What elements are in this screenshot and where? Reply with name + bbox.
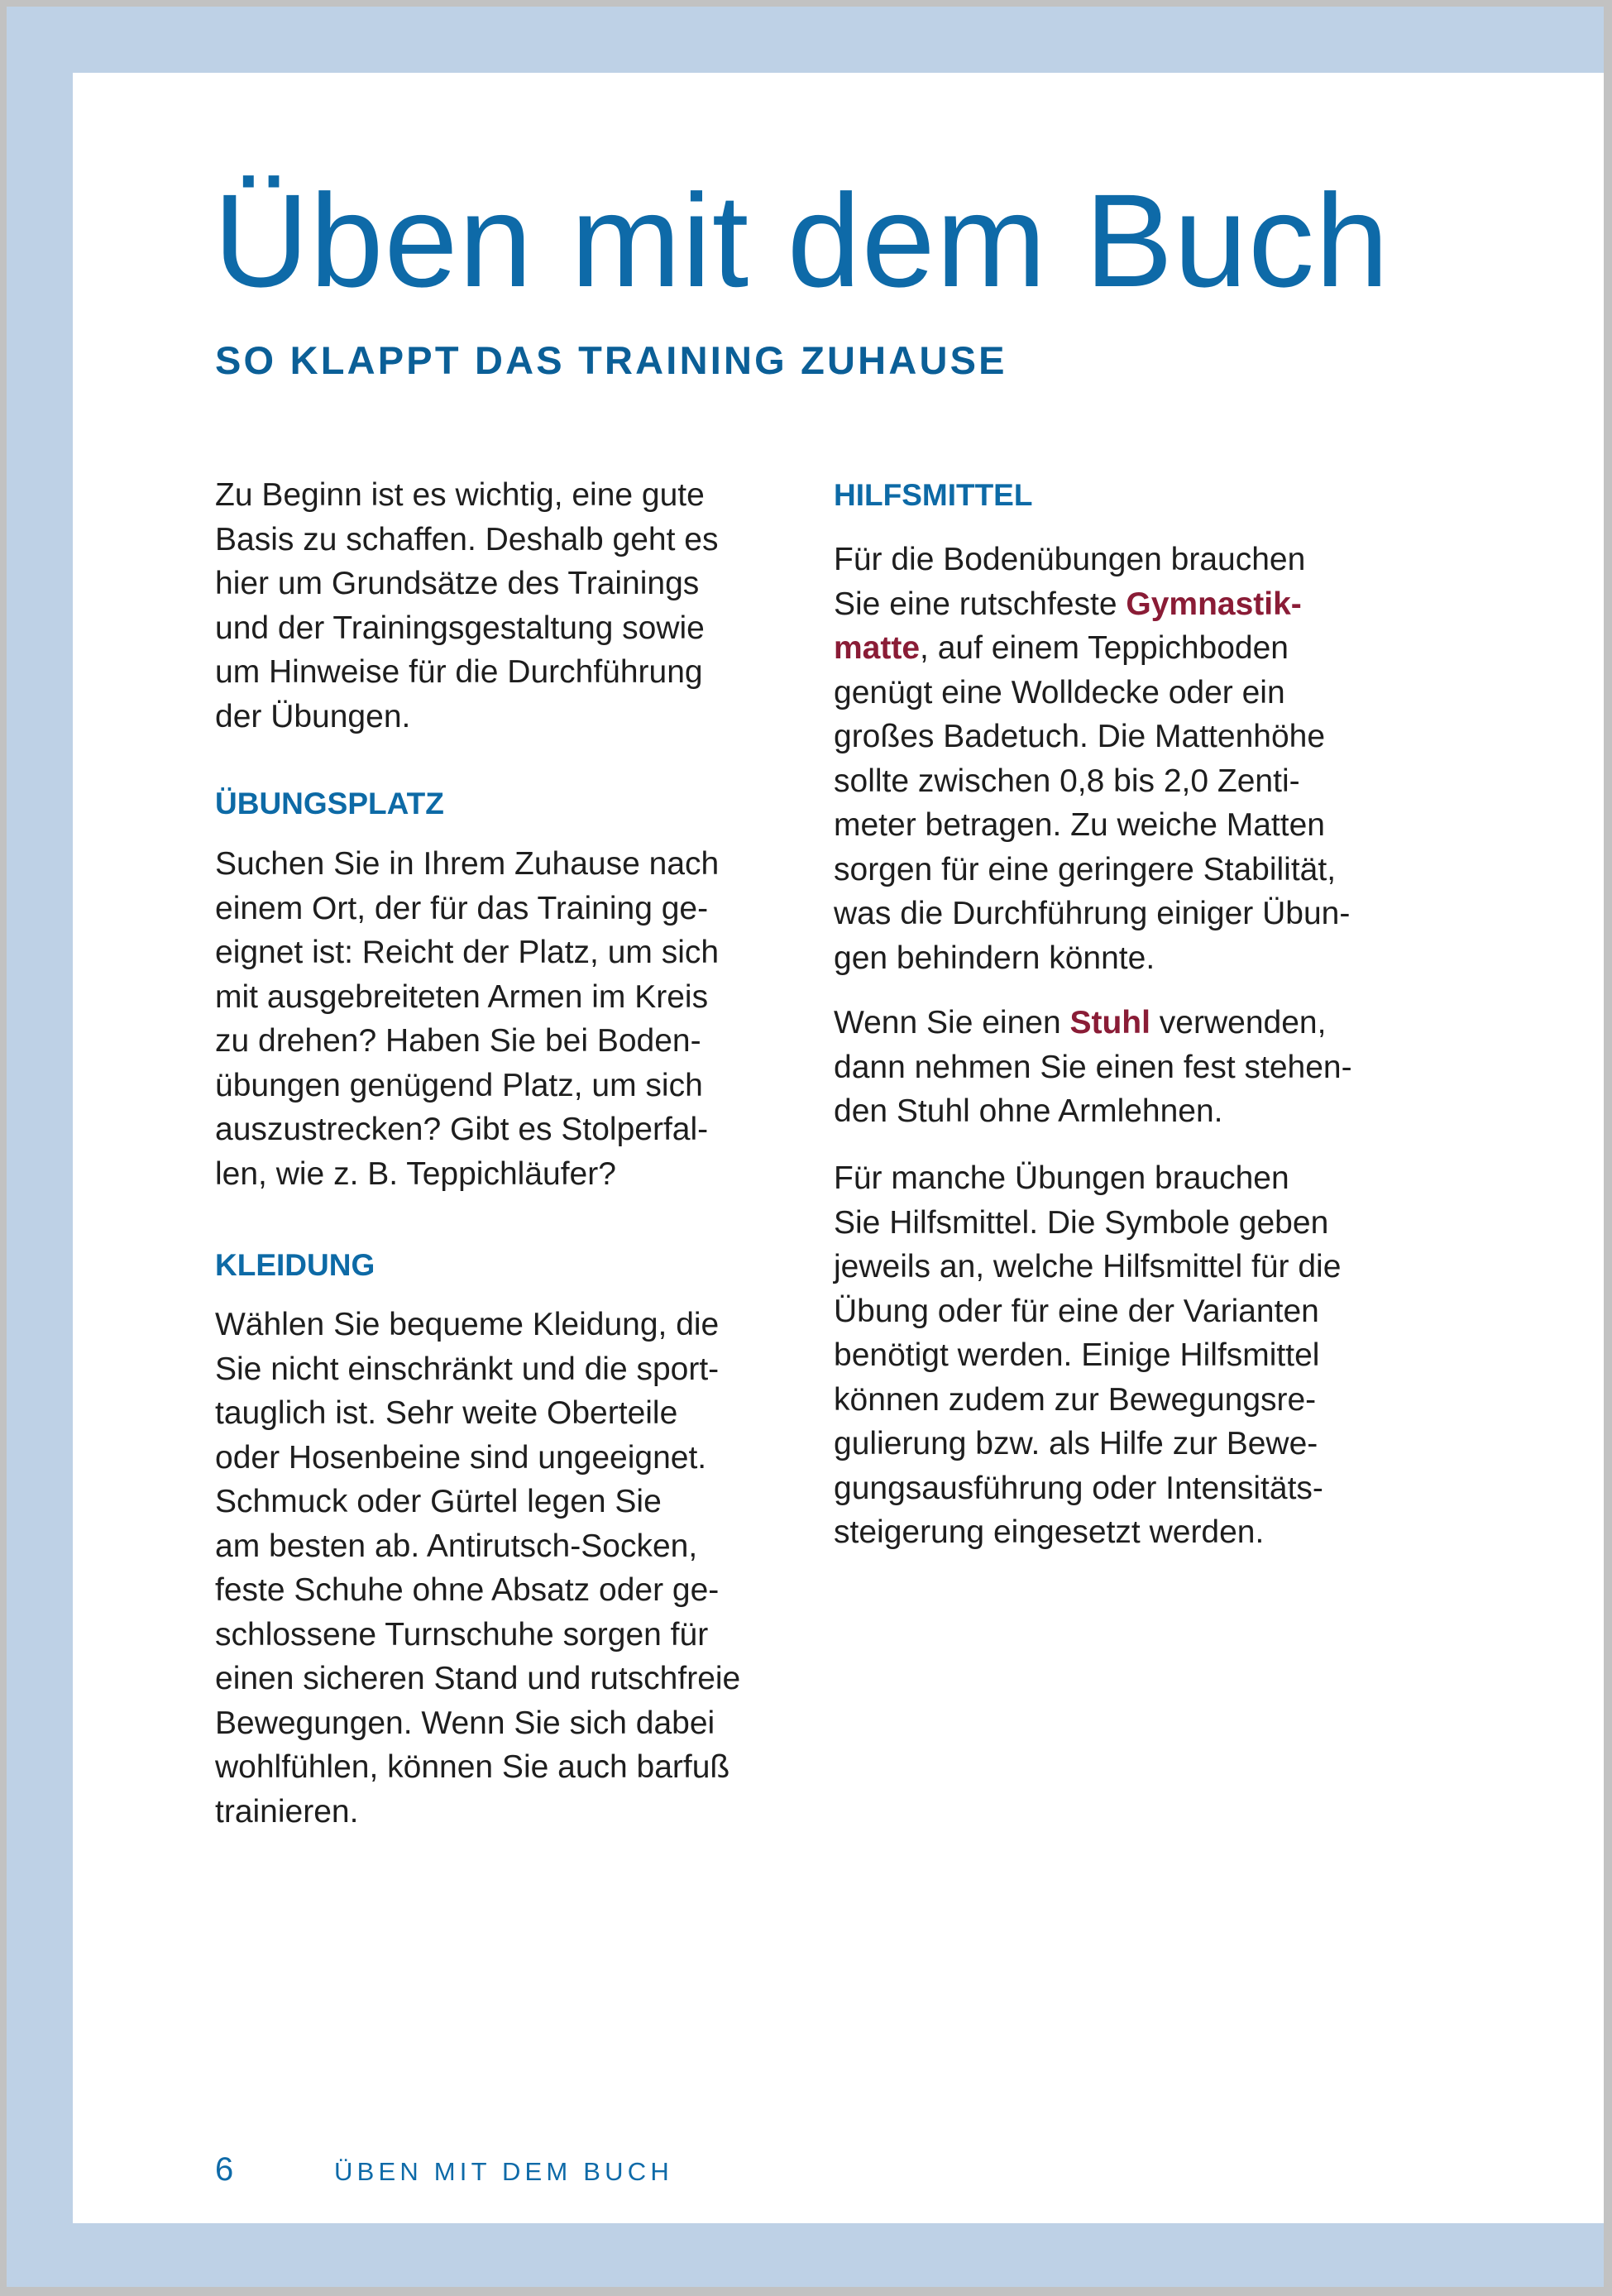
text-line: auszustrecken? Gibt es Stolperfal- <box>215 1112 709 1147</box>
text-line: jeweils an, welche Hilfsmittel für die <box>834 1249 1342 1284</box>
text-line: Sie nicht einschränkt und die sport- <box>215 1351 720 1387</box>
page-subtitle: SO KLAPPT DAS TRAINING ZUHAUSE <box>215 338 1007 382</box>
section-heading-uebungsplatz: ÜBUNGSPLATZ <box>215 787 444 820</box>
text-line: Bewegungen. Wenn Sie sich dabei <box>215 1705 715 1741</box>
text-line: wohlfühlen, können Sie auch barfuß <box>215 1749 730 1785</box>
text-line: eignet ist: Reicht der Platz, um sich <box>215 935 720 970</box>
text-line: und der Trainingsgestaltung sowie <box>215 610 705 646</box>
text-line: trainieren. <box>215 1793 359 1830</box>
text-line: oder Hosenbeine sind ungeeignet. <box>215 1439 707 1476</box>
text-line: Wählen Sie bequeme Kleidung, die <box>215 1307 720 1342</box>
text-line: gulierung bzw. als Hilfe zur Bewe- <box>834 1426 1318 1461</box>
text-line: benötigt werden. Einige Hilfsmittel <box>834 1337 1320 1373</box>
text-line: len, wie z. B. Teppichläufer? <box>215 1155 616 1192</box>
highlighted-term: Stuhl <box>1069 1005 1150 1040</box>
text-line: tauglich ist. Sehr weite Oberteile <box>215 1395 678 1431</box>
hilfsmittel-paragraph <box>834 538 1350 980</box>
text-line: einen sicheren Stand und rutschfreie <box>215 1661 741 1696</box>
text-segment: Wenn Sie einen <box>834 1005 1070 1040</box>
text-line: Zu Beginn ist es wichtig, eine gute <box>215 477 705 513</box>
section-heading-hilfsmittel: HILFSMITTEL <box>834 478 1033 512</box>
text-line: hier um Grundsätze des Trainings <box>215 566 700 601</box>
symbole-paragraph <box>834 1156 1341 1555</box>
text-line: zu drehen? Haben Sie bei Boden- <box>215 1023 701 1059</box>
text-line: einem Ort, der für das Training ge- <box>215 890 709 926</box>
text-line: dann nehmen Sie einen fest stehen- <box>834 1049 1352 1085</box>
intro-paragraph <box>215 473 718 739</box>
text-line: Für die Bodenübungen brauchen <box>834 542 1306 577</box>
text-line: Sie Hilfsmittel. Die Symbole geben <box>834 1204 1329 1241</box>
text-line: Für manche Übungen brauchen <box>834 1160 1289 1196</box>
text-line: Basis zu schaffen. Deshalb geht es <box>215 521 719 557</box>
page-title: Üben mit dem Buch <box>213 166 1390 314</box>
text-line: steigerung eingesetzt werden. <box>834 1514 1265 1550</box>
text-line: mit ausgebreiteten Armen im Kreis <box>215 978 709 1015</box>
text-line: großes Badetuch. Die Mattenhöhe <box>834 719 1326 754</box>
text-line: was die Durchführung einiger Übun- <box>834 896 1351 931</box>
text-line: der Übungen. <box>215 698 411 734</box>
text-line: meter betragen. Zu weiche Matten <box>834 807 1325 843</box>
text-line: übungen genügend Platz, um sich <box>215 1067 703 1103</box>
text-line <box>834 626 1350 671</box>
text-line: Übung oder für eine der Varianten <box>834 1293 1319 1329</box>
highlighted-term: matte <box>834 630 921 666</box>
text-line: feste Schuhe ohne Absatz oder ge- <box>215 1572 720 1608</box>
text-segment: verwenden, <box>1150 1005 1327 1040</box>
text-segment: Sie eine rutschfeste <box>834 586 1126 622</box>
text-line: Schmuck oder Gürtel legen Sie <box>215 1484 662 1519</box>
text-line: genügt eine Wolldecke oder ein <box>834 674 1285 710</box>
kleidung-paragraph <box>215 1303 740 1834</box>
text-line: schlossene Turnschuhe sorgen für <box>215 1616 709 1653</box>
text-line: den Stuhl ohne Armlehnen. <box>834 1093 1223 1129</box>
text-line: Suchen Sie in Ihrem Zuhause nach <box>215 846 720 882</box>
text-line: um Hinweise für die Durchführung <box>215 654 703 690</box>
text-line: sorgen für eine geringere Stabilität, <box>834 851 1337 887</box>
highlighted-term: Gymnastik- <box>1126 586 1302 622</box>
text-line: gen behindern könnte. <box>834 940 1155 976</box>
text-line <box>834 1001 1352 1045</box>
text-line: können zudem zur Bewegungsre- <box>834 1381 1317 1418</box>
text-line <box>834 582 1350 627</box>
text-line: am besten ab. Antirutsch-Socken, <box>215 1528 698 1564</box>
section-heading-kleidung: KLEIDUNG <box>215 1248 375 1282</box>
uebungsplatz-paragraph <box>215 842 719 1196</box>
stuhl-paragraph <box>834 1001 1352 1134</box>
page-number: 6 <box>215 2151 234 2188</box>
text-segment: , auf einem Teppichboden <box>920 630 1289 666</box>
text-line: sollte zwischen 0,8 bis 2,0 Zenti- <box>834 763 1300 799</box>
running-footer-title: ÜBEN MIT DEM BUCH <box>334 2157 673 2186</box>
text-line: gungsausführung oder Intensitäts- <box>834 1470 1323 1506</box>
